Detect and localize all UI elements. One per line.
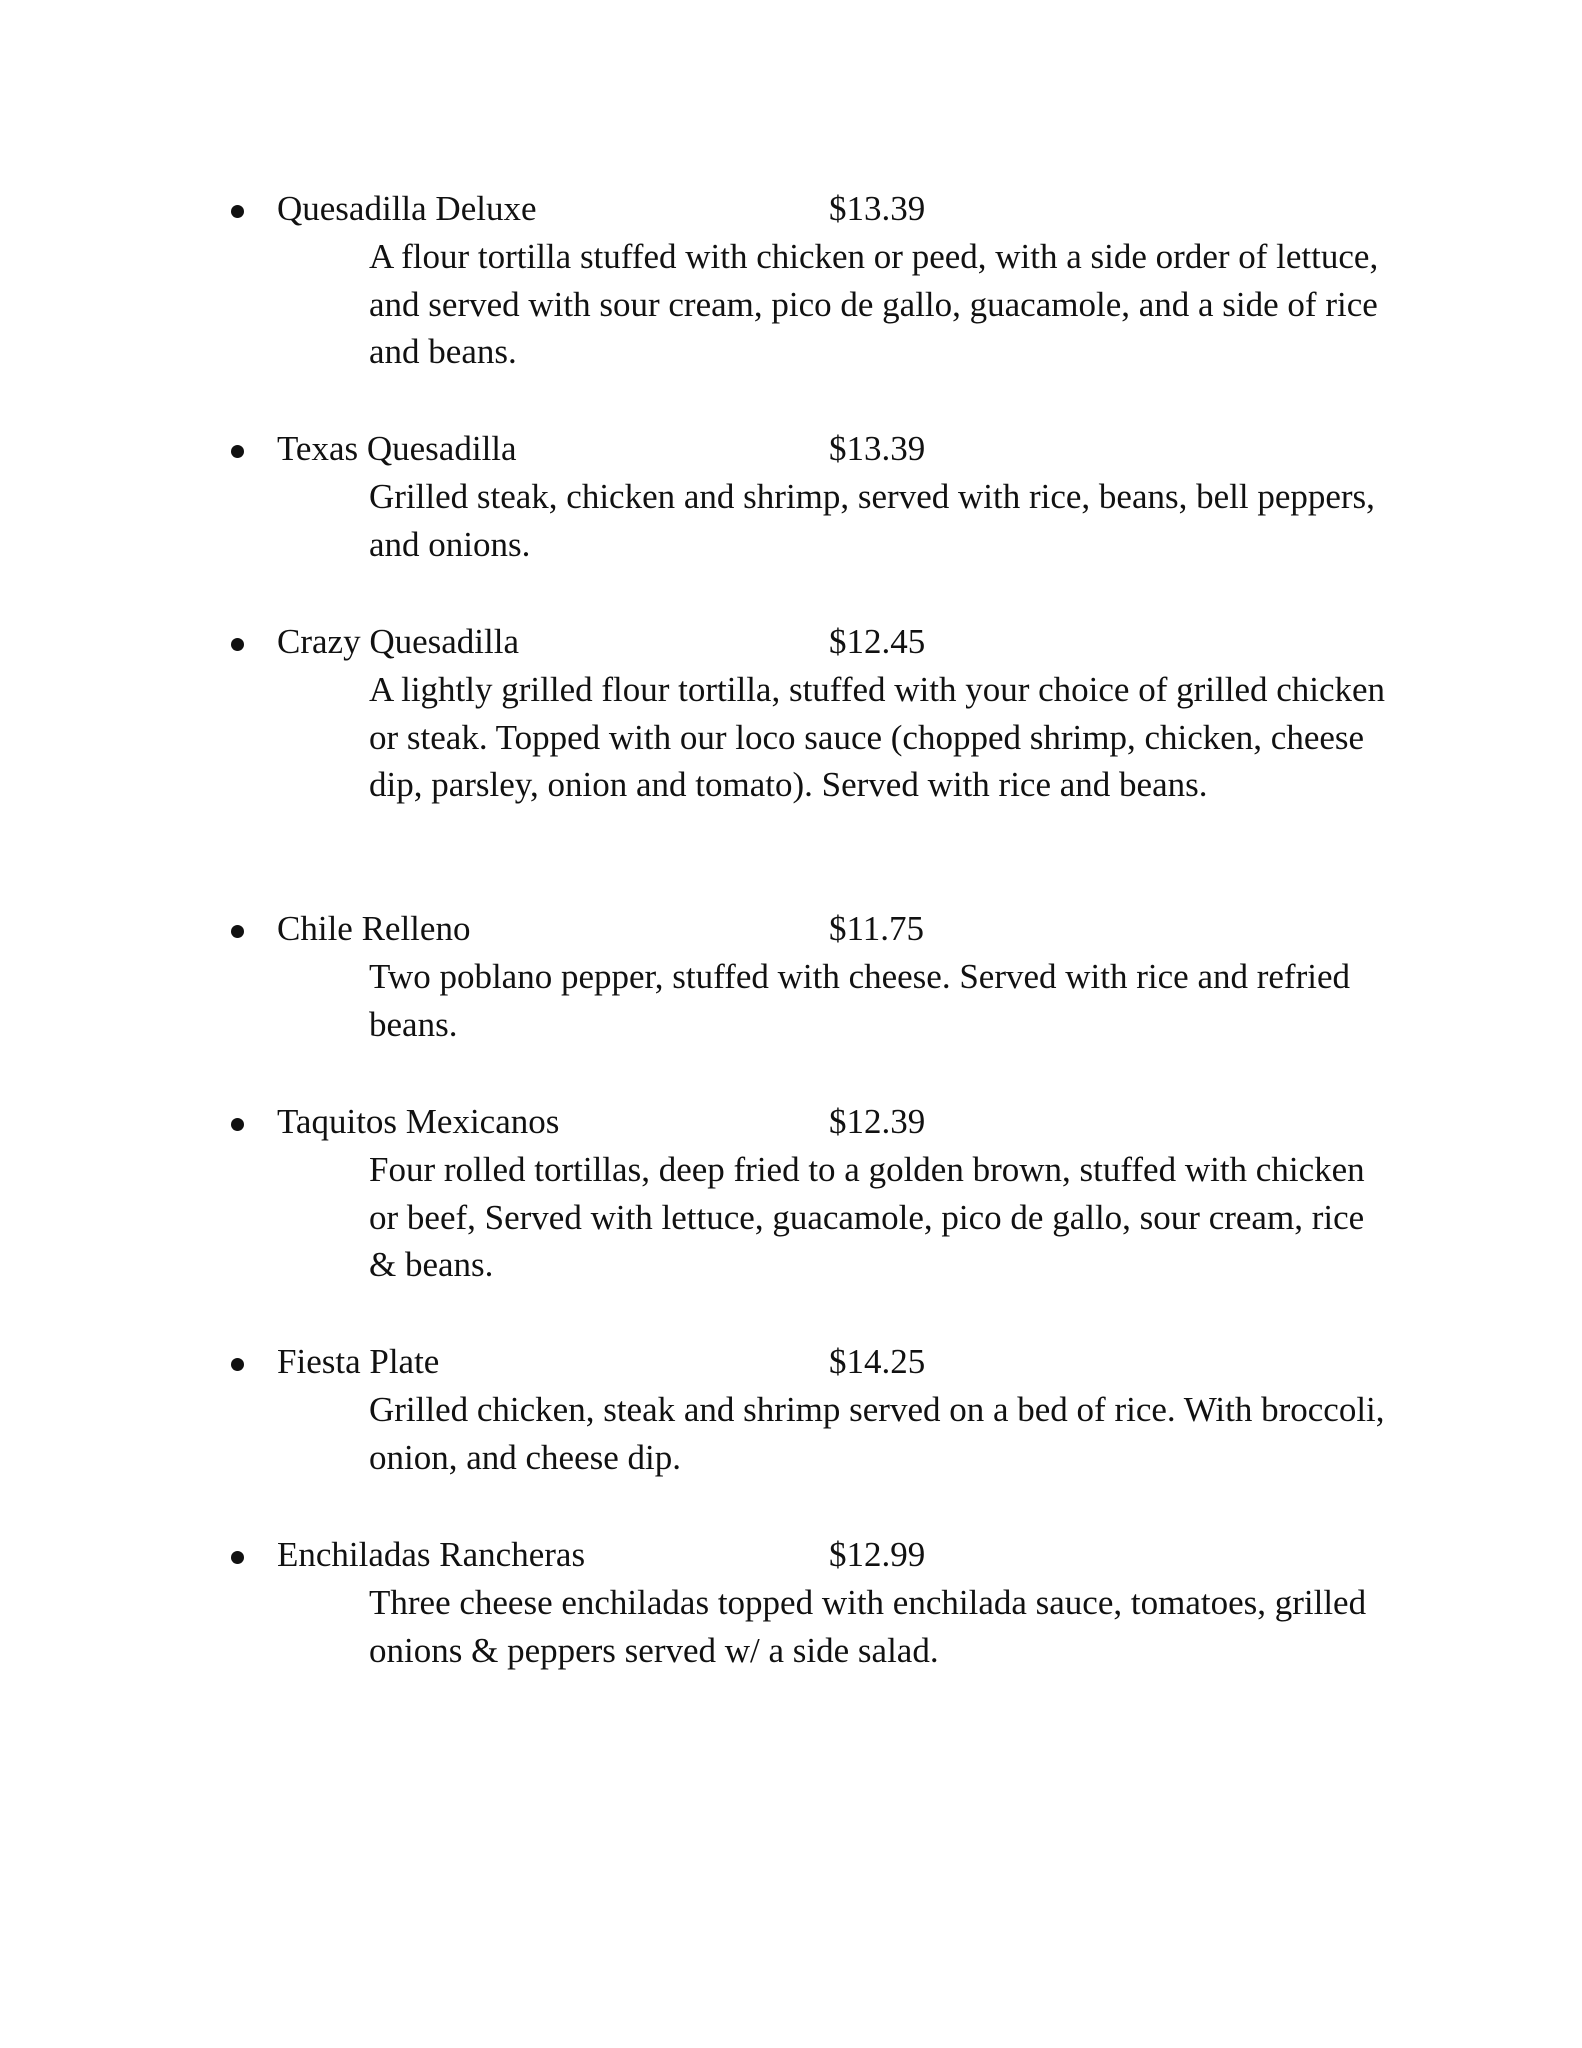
item-name: Chile Relleno [277, 909, 471, 948]
item-name: Taquitos Mexicanos [277, 1102, 560, 1141]
item-price: $12.45 [829, 622, 926, 661]
item-name: Quesadilla Deluxe [277, 189, 537, 228]
bullet-icon [231, 1551, 244, 1564]
item-price: $13.39 [829, 189, 926, 228]
bullet-icon [231, 1118, 244, 1131]
item-name: Fiesta Plate [277, 1342, 440, 1381]
bullet-icon [231, 205, 244, 218]
bullet-icon [231, 638, 244, 651]
item-description: Four rolled tortillas, deep fried to a golden brown, stuffed with chicken or beef, Served with lettuce, guacamole, pico de gallo, sour cream, rice & beans. [369, 1150, 1365, 1284]
bullet-icon [231, 445, 244, 458]
item-price: $11.75 [829, 909, 924, 948]
item-description: Two poblano pepper, stuffed with cheese. Served with rice and refried beans. [369, 957, 1350, 1044]
item-description: A lightly grilled flour tortilla, stuffed with your choice of grilled chicken or steak. Topped with our loco sauce (chopped shrimp, chicken, cheese dip, parsley, onion and tomato). Served with rice and beans. [369, 670, 1386, 804]
bullet-icon [231, 1358, 244, 1371]
item-description: Grilled chicken, steak and shrimp served on a bed of rice. With broccoli, onion, and cheese dip. [369, 1390, 1385, 1477]
item-price: $12.39 [829, 1102, 926, 1141]
item-description: Grilled steak, chicken and shrimp, served with rice, beans, bell peppers, and onions. [369, 477, 1375, 564]
item-price: $14.25 [829, 1342, 926, 1381]
item-name: Texas Quesadilla [277, 429, 517, 468]
item-price: $12.99 [829, 1535, 926, 1574]
item-description: Three cheese enchiladas topped with enchilada sauce, tomatoes, grilled onions & peppers served w/ a side salad. [369, 1583, 1367, 1670]
item-price: $13.39 [829, 429, 926, 468]
item-name: Crazy Quesadilla [277, 622, 519, 661]
item-name: Enchiladas Rancheras [277, 1535, 586, 1574]
item-description: A flour tortilla stuffed with chicken or peed, with a side order of lettuce, and served with sour cream, pico de gallo, guacamole, and a side of rice and beans. [369, 237, 1379, 371]
bullet-icon [231, 925, 244, 938]
